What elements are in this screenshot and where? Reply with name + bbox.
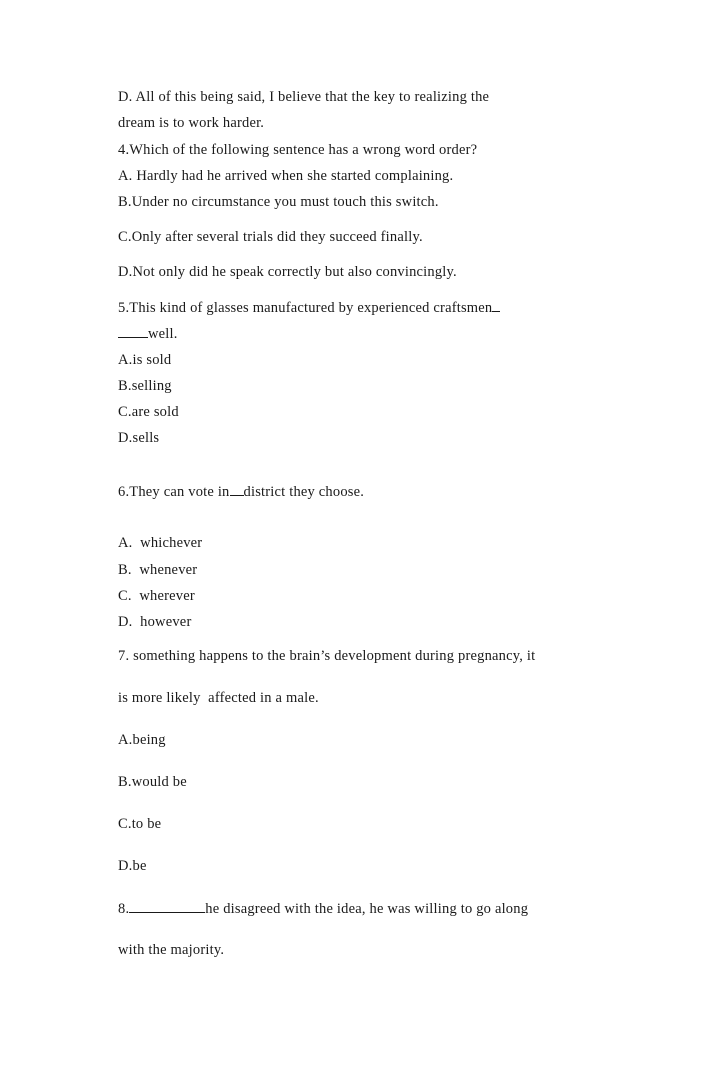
q6-blank xyxy=(230,482,244,496)
q6-option-a: A. whichever xyxy=(118,535,203,551)
q8-stem-after: he disagreed with the idea, he was willing to go along xyxy=(205,901,529,917)
q5-blank-end xyxy=(492,298,500,312)
q7-stem-line1: 7. something happens to the brain’s development during pregnancy, it xyxy=(118,648,536,664)
q5-option-c: C.are sold xyxy=(118,404,179,420)
q6-option-b: B. whenever xyxy=(118,562,198,578)
q8-blank xyxy=(129,899,205,913)
q5-option-b: B.selling xyxy=(118,378,172,394)
q7-option-d: D.be xyxy=(118,858,147,874)
q5-stem-text-2: well. xyxy=(148,326,178,342)
q4-option-a: A. Hardly had he arrived when she started complaining. xyxy=(118,168,454,184)
q8-stem-line2: with the majority. xyxy=(118,942,225,958)
q6-option-d: D. however xyxy=(118,614,192,630)
q5-stem-text: 5.This kind of glasses manufactured by experienced craftsmen xyxy=(118,300,493,316)
q5-option-d: D.sells xyxy=(118,430,160,446)
q7-stem-line2: is more likely affected in a male. xyxy=(118,690,319,706)
q3-option-d-line1: D. All of this being said, I believe that the key to realizing the xyxy=(118,89,490,105)
q5-blank-start xyxy=(118,324,148,338)
q4-option-d: D.Not only did he speak correctly but also convincingly. xyxy=(118,264,457,280)
q4-option-c: C.Only after several trials did they succeed finally. xyxy=(118,229,423,245)
q6-stem-after: district they choose. xyxy=(243,484,365,500)
q6-stem xyxy=(118,482,364,501)
q5-stem-line1 xyxy=(118,298,500,317)
q3-option-d-line2: dream is to work harder. xyxy=(118,115,265,131)
q4-option-b: B.Under no circumstance you must touch this switch. xyxy=(118,194,439,210)
q8-number: 8. xyxy=(118,901,130,917)
q6-option-c: C. wherever xyxy=(118,588,195,604)
q4-stem: 4.Which of the following sentence has a wrong word order? xyxy=(118,142,478,158)
q6-stem-before: 6.They can vote in xyxy=(118,484,230,500)
q5-stem-line2 xyxy=(118,324,178,343)
q7-option-a: A.being xyxy=(118,732,166,748)
q8-stem-line1 xyxy=(118,899,528,918)
q7-option-c: C.to be xyxy=(118,816,162,832)
q5-option-a: A.is sold xyxy=(118,352,172,368)
q7-option-b: B.would be xyxy=(118,774,187,790)
